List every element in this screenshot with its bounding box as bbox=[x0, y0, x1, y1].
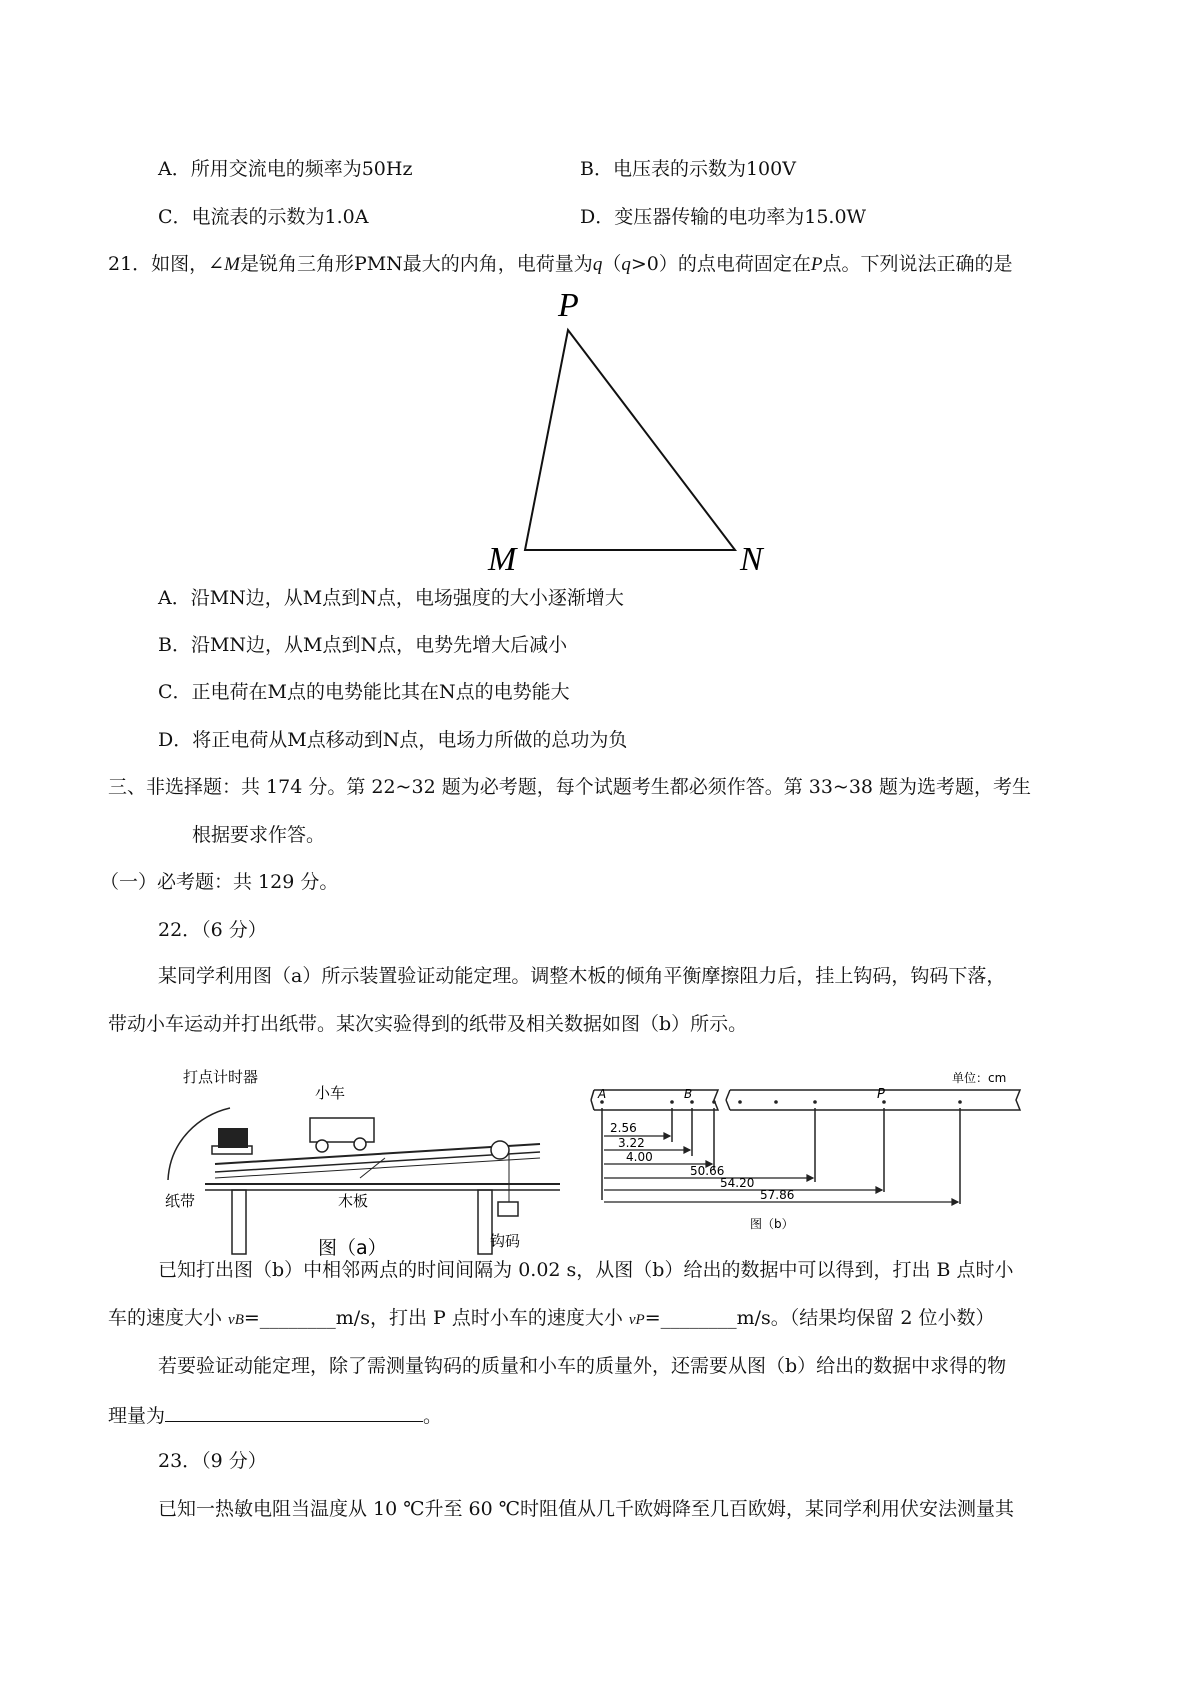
tape-point-a: A bbox=[598, 1087, 607, 1101]
q21-option-d: D．将正电荷从M点移动到N点，电场力所做的总功为负 bbox=[158, 729, 628, 751]
distance-label: 57.86 bbox=[760, 1188, 795, 1202]
q23-number: 23．（9 分） bbox=[158, 1450, 267, 1472]
q22-number: 22．（6 分） bbox=[158, 919, 267, 941]
label-car: 小车 bbox=[315, 1084, 346, 1102]
vertex-label-p: P bbox=[558, 287, 579, 324]
timer-icon bbox=[218, 1128, 248, 1148]
q22-para4: 车的速度大小 vB=________m/s，打出 P 点时小车的速度大小 vP=________m/s。（结果均保留 2 位小数） bbox=[108, 1307, 995, 1329]
tape-unit-label: 单位：cm bbox=[952, 1071, 1007, 1085]
q22-para3: 已知打出图（b）中相邻两点的时间间隔为 0.02 s，从图（b）给出的数据中可以得到，打出 B 点时小 bbox=[158, 1259, 1014, 1281]
figure-b-caption: 图（b） bbox=[750, 1217, 794, 1231]
q23-para1: 已知一热敏电阻当温度从 10 ℃升至 60 ℃时阻值从几千欧姆降至几百欧姆，某同学利用伏安法测量其 bbox=[158, 1498, 1015, 1520]
pulley-icon bbox=[491, 1141, 509, 1159]
hook-weight-icon bbox=[498, 1202, 518, 1216]
q20-option-a: A．所用交流电的频率为50Hz bbox=[158, 158, 413, 180]
tape-point-b: B bbox=[684, 1087, 693, 1101]
figure-a-apparatus bbox=[160, 1060, 580, 1260]
q22-para1: 某同学利用图（a）所示装置验证动能定理。调整木板的倾角平衡摩擦阻力后，挂上钩码，钩码下落， bbox=[158, 965, 1006, 987]
velocity-vb: vB bbox=[228, 1312, 244, 1328]
distance-label: 2.56 bbox=[610, 1121, 637, 1135]
triangle-pmn-figure bbox=[470, 280, 770, 570]
q22-para2: 带动小车运动并打出纸带。某次实验得到的纸带及相关数据如图（b）所示。 bbox=[108, 1013, 748, 1035]
velocity-vp: vP bbox=[628, 1312, 645, 1328]
figure-a-caption: 图（a） bbox=[318, 1237, 387, 1259]
distance-label: 50.66 bbox=[690, 1164, 725, 1178]
answer-blank[interactable] bbox=[165, 1401, 423, 1422]
tape-point-p: P bbox=[877, 1087, 885, 1102]
label-hook-weight: 钩码 bbox=[490, 1232, 521, 1250]
q21-option-a: A．沿MN边，从M点到N点，电场强度的大小逐渐增大 bbox=[158, 587, 624, 609]
table-leg-left bbox=[232, 1190, 246, 1254]
q21-stem: 21．如图，∠M是锐角三角形PMN最大的内角，电荷量为q（q>0）的点电荷固定在P点。下列说法正确的是 bbox=[108, 253, 1013, 275]
section3-heading-cont: 根据要求作答。 bbox=[192, 824, 326, 846]
q22-para6: 理量为 。 bbox=[108, 1401, 442, 1429]
q20-option-b: B．电压表的示数为100V bbox=[580, 158, 796, 180]
section3-heading: 三、非选择题：共 174 分。第 22~32 题为必考题，每个试题考生都必须作答。第 33~38 题为选考题，考生 bbox=[108, 776, 1032, 798]
distance-label: 4.00 bbox=[626, 1150, 653, 1164]
distance-label: 3.22 bbox=[618, 1136, 645, 1150]
q21-option-b: B．沿MN边，从M点到N点，电势先增大后减小 bbox=[158, 634, 568, 656]
triangle-pmn bbox=[525, 330, 735, 550]
figure-b-paper-tape bbox=[580, 1058, 1030, 1238]
vertex-label-m: M bbox=[488, 541, 517, 570]
q20-option-d: D．变压器传输的电功率为15.0W bbox=[580, 206, 867, 228]
car-icon bbox=[310, 1118, 374, 1142]
q22-para5: 若要验证动能定理，除了需测量钩码的质量和小车的质量外，还需要从图（b）给出的数据中求得的物 bbox=[158, 1355, 1007, 1377]
q21-option-c: C．正电荷在M点的电势能比其在N点的电势能大 bbox=[158, 681, 570, 703]
section3-subheading: （一）必考题：共 129 分。 bbox=[100, 871, 339, 893]
q20-option-c: C．电流表的示数为1.0A bbox=[158, 206, 369, 228]
label-wooden-board: 木板 bbox=[338, 1192, 369, 1210]
distance-label: 54.20 bbox=[720, 1176, 755, 1190]
label-timer: 打点计时器 bbox=[183, 1068, 259, 1086]
label-paper-tape: 纸带 bbox=[165, 1192, 196, 1210]
vertex-label-n: N bbox=[740, 541, 763, 570]
